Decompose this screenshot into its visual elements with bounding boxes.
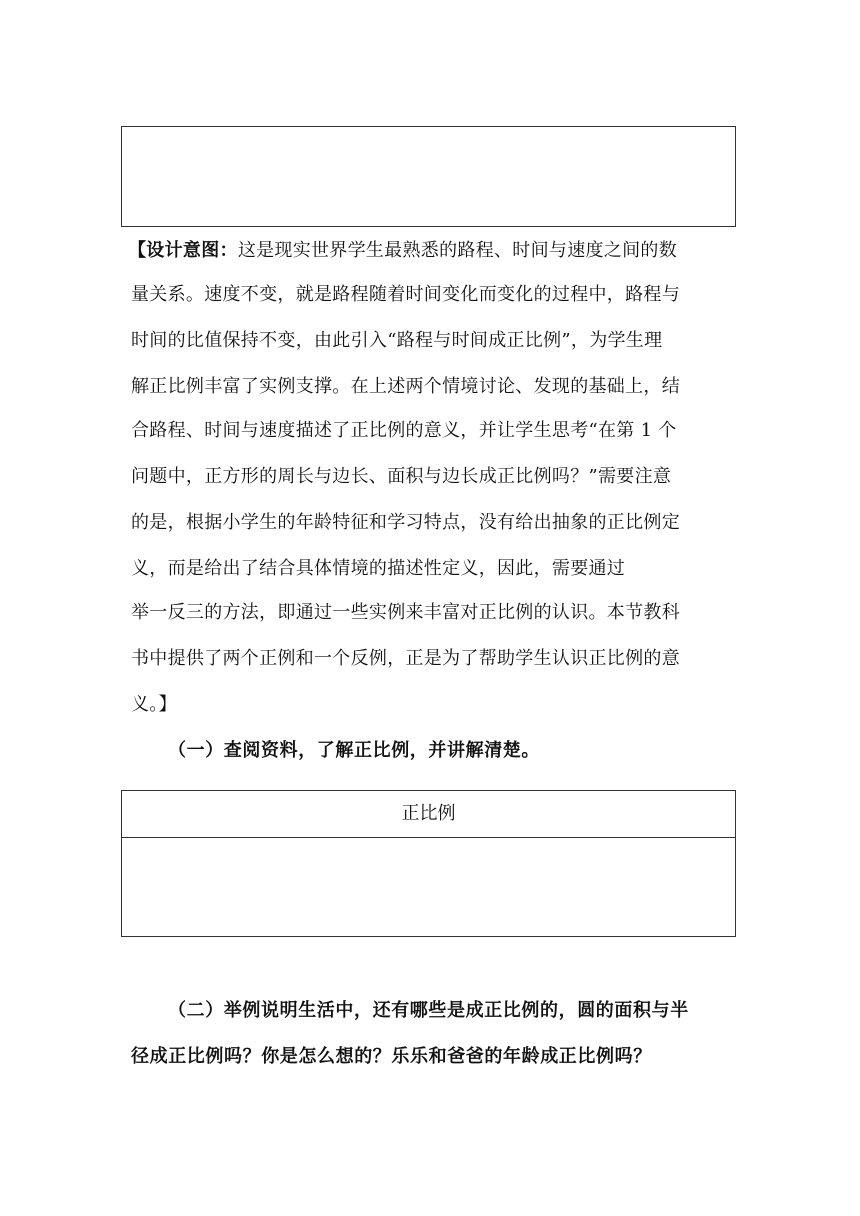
section-2-line-2: 径成正比例吗？你是怎么想的？乐乐和爸爸的年龄成正比例吗？ — [131, 1046, 652, 1067]
design-intent-line-1: 【设计意图：这是现实世界学生最熟悉的路程、时间与速度之间的数 — [128, 240, 678, 261]
design-intent-line-9: 举一反三的方法，即通过一些实例来丰富对正比例的认识。本节教科 — [131, 602, 680, 623]
design-intent-line-8: 义，而是给出了结合具体情境的描述性定义，因此，需要通过 — [131, 558, 626, 579]
table-header: 正比例 — [122, 791, 735, 838]
design-intent-line-6: 问题中，正方形的周长与边长、面积与边长成正比例吗？”需要注意 — [131, 466, 672, 487]
empty-answer-box — [121, 126, 736, 227]
section-2-line-1: （二）举例说明生活中，还有哪些是成正比例的，圆的面积与半 — [168, 1000, 689, 1021]
design-intent-line-2: 量关系。速度不变，就是路程随着时间变化而变化的过程中，路程与 — [131, 284, 680, 305]
design-intent-line-11: 义。】 — [131, 694, 177, 715]
design-intent-line-7: 的是，根据小学生的年龄特征和学习特点，没有给出抽象的正比例定 — [131, 512, 680, 533]
direct-proportion-table — [121, 790, 736, 937]
section-1-heading: （一）查阅资料，了解正比例，并讲解清楚。 — [168, 740, 540, 761]
design-intent-line-3: 时间的比值保持不变，由此引入“路程与时间成正比例”，为学生理 — [131, 330, 663, 351]
design-intent-label: 【设计意图： — [128, 240, 238, 261]
design-intent-line-5: 合路程、时间与速度描述了正比例的意义，并让学生思考“在第 1 个 — [131, 420, 677, 441]
design-intent-line-10: 书中提供了两个正例和一个反例，正是为了帮助学生认识正比例的意 — [131, 648, 680, 669]
design-intent-line-4: 解正比例丰富了实例支撑。在上述两个情境讨论、发现的基础上，结 — [131, 376, 680, 397]
